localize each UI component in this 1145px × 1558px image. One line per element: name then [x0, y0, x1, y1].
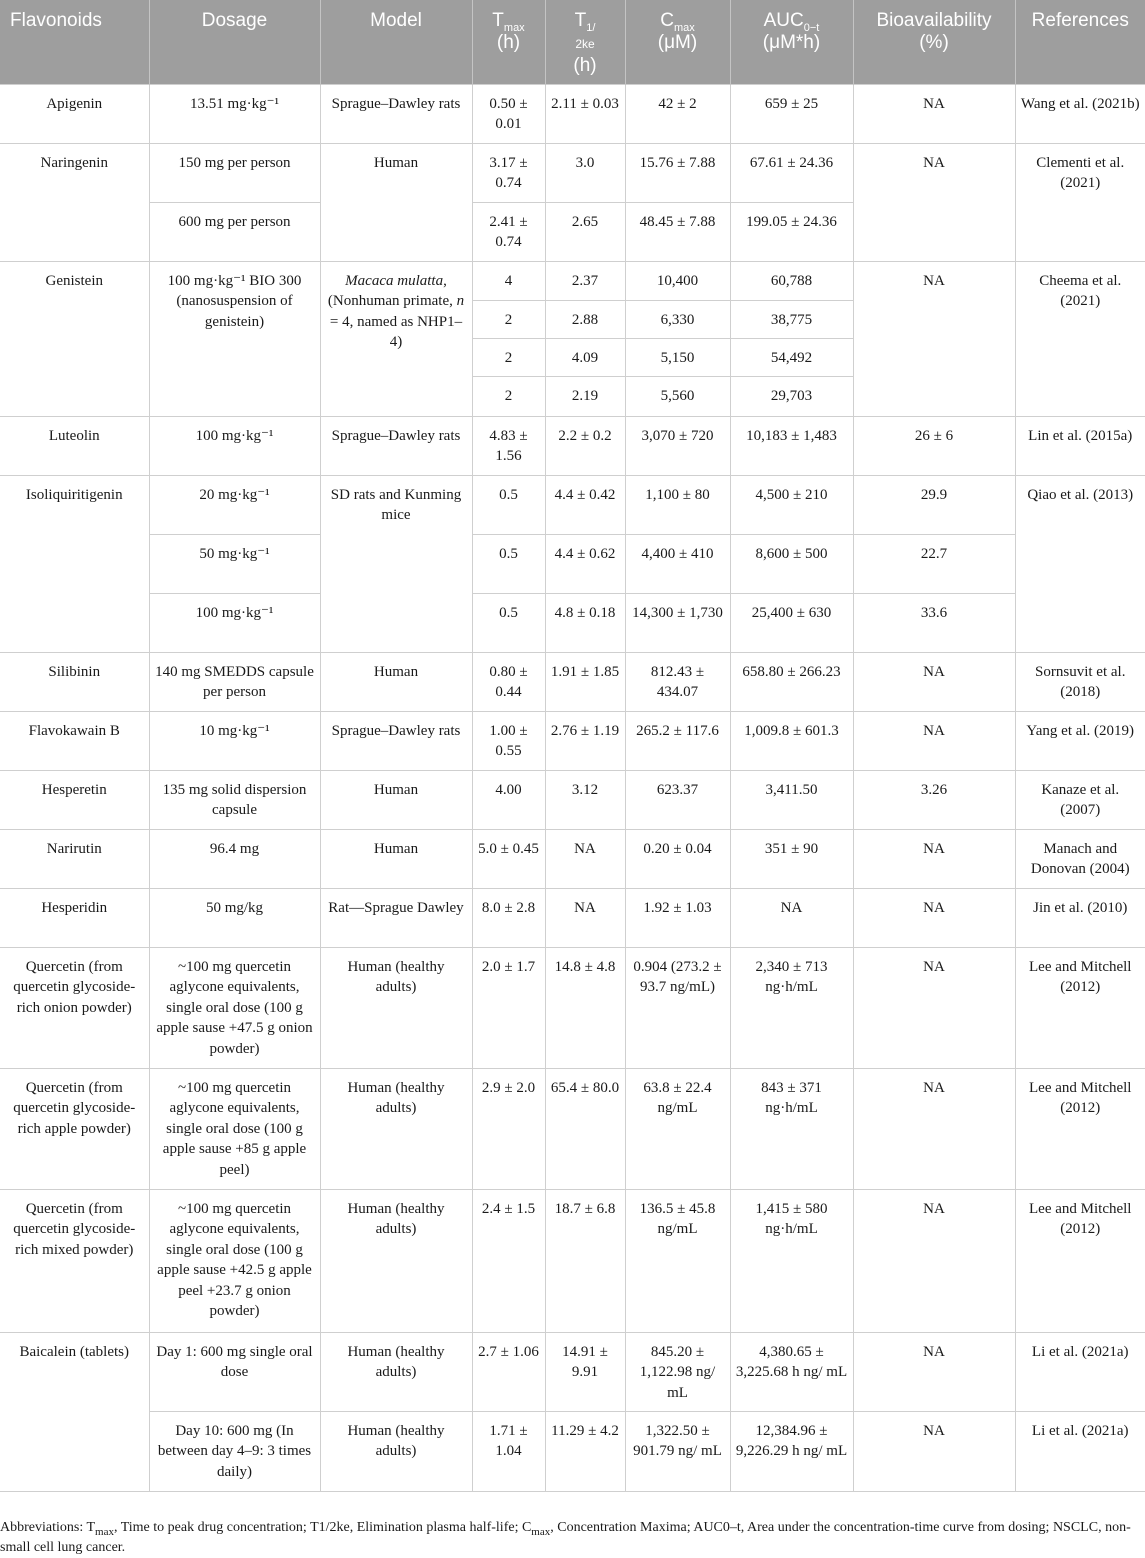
- cell-bioavailability: NA: [853, 652, 1015, 711]
- cell-thalf: 4.4 ± 0.62: [545, 534, 625, 593]
- cell-model: Sprague–Dawley rats: [320, 84, 472, 143]
- cell-dosage: Day 10: 600 mg (In between day 4–9: 3 times daily): [149, 1411, 320, 1491]
- cell-model: Human: [320, 829, 472, 888]
- cell-cmax: 15.76 ± 7.88: [625, 143, 730, 202]
- cell-dosage: 50 mg·kg⁻¹: [149, 534, 320, 593]
- table-row: [0, 1411, 1145, 1491]
- cell-reference: Lin et al. (2015a): [1015, 416, 1145, 475]
- table-row: [0, 84, 1145, 143]
- cell-model: Human: [320, 652, 472, 711]
- cell-cmax: 14,300 ± 1,730: [625, 593, 730, 652]
- cell-model: SD rats and Kunming mice: [320, 475, 472, 652]
- cell-bioavailability: 22.7: [853, 534, 1015, 593]
- cell-bioavailability: NA: [853, 829, 1015, 888]
- cell-reference: Wang et al. (2021b): [1015, 84, 1145, 143]
- cell-auc: 29,703: [730, 376, 853, 416]
- cell-dosage: 100 mg·kg⁻¹: [149, 593, 320, 652]
- cell-cmax: 10,400: [625, 261, 730, 300]
- cell-thalf: 18.7 ± 6.8: [545, 1189, 625, 1332]
- cell-auc: 3,411.50: [730, 770, 853, 829]
- cell-cmax: 1,322.50 ± 901.79 ng/ mL: [625, 1411, 730, 1491]
- cell-tmax: 2.0 ± 1.7: [472, 947, 545, 1068]
- cell-cmax: 6,330: [625, 300, 730, 338]
- cell-dosage: Day 1: 600 mg single oral dose: [149, 1332, 320, 1411]
- cell-model: Human (healthy adults): [320, 1068, 472, 1189]
- cell-auc: 659 ± 25: [730, 84, 853, 143]
- cell-reference: Lee and Mitchell (2012): [1015, 947, 1145, 1068]
- cell-flavonoid: Narirutin: [0, 829, 149, 888]
- cell-auc: 843 ± 371 ng·h/mL: [730, 1068, 853, 1189]
- cell-tmax: 1.00 ± 0.55: [472, 711, 545, 770]
- cell-model: Sprague–Dawley rats: [320, 711, 472, 770]
- cell-reference: Li et al. (2021a): [1015, 1332, 1145, 1411]
- cell-thalf: 3.12: [545, 770, 625, 829]
- header-auc: $AUC_{0-t}$ (μM*h): [730, 0, 853, 84]
- cell-thalf: 4.4 ± 0.42: [545, 475, 625, 534]
- cell-dosage: 150 mg per person: [149, 143, 320, 202]
- cell-auc: 2,340 ± 713 ng·h/mL: [730, 947, 853, 1068]
- cell-thalf: 14.91 ± 9.91: [545, 1332, 625, 1411]
- cell-tmax: 2: [472, 338, 545, 376]
- cell-dosage: 140 mg SMEDDS capsule per person: [149, 652, 320, 711]
- cell-dosage: ~100 mg quercetin aglycone equivalents, single oral dose (100 g apple sause +47.5 g onion powder): [149, 947, 320, 1068]
- cell-flavonoid: Naringenin: [0, 143, 149, 261]
- cell-dosage: 100 mg·kg⁻¹ BIO 300 (nanosuspension of genistein): [149, 261, 320, 416]
- cell-cmax: 812.43 ± 434.07: [625, 652, 730, 711]
- cell-flavonoid: Quercetin (from quercetin glycoside-rich onion powder): [0, 947, 149, 1068]
- table-row: [0, 143, 1145, 202]
- cell-cmax: 136.5 ± 45.8 ng/mL: [625, 1189, 730, 1332]
- cell-cmax: 4,400 ± 410: [625, 534, 730, 593]
- cell-flavonoid: Luteolin: [0, 416, 149, 475]
- cell-thalf: 2.37: [545, 261, 625, 300]
- cell-model: Sprague–Dawley rats: [320, 416, 472, 475]
- header-references: References: [1015, 0, 1145, 84]
- cell-model: Human (healthy adults): [320, 1189, 472, 1332]
- table-row: [0, 416, 1145, 475]
- cell-tmax: 3.17 ± 0.74: [472, 143, 545, 202]
- header-dosage: Dosage: [149, 0, 320, 84]
- table-row: [0, 888, 1145, 947]
- cell-model: Human (healthy adults): [320, 1411, 472, 1491]
- cell-cmax: 265.2 ± 117.6: [625, 711, 730, 770]
- cell-reference: Lee and Mitchell (2012): [1015, 1068, 1145, 1189]
- cell-bioavailability: NA: [853, 947, 1015, 1068]
- table-row: [0, 770, 1145, 829]
- cell-thalf: 3.0: [545, 143, 625, 202]
- cell-bioavailability: NA: [853, 1411, 1015, 1491]
- cell-thalf: 2.11 ± 0.03: [545, 84, 625, 143]
- table-row: [0, 261, 1145, 300]
- cell-thalf: NA: [545, 829, 625, 888]
- cell-auc: 351 ± 90: [730, 829, 853, 888]
- cell-tmax: 0.5: [472, 593, 545, 652]
- cell-tmax: 4: [472, 261, 545, 300]
- cell-model: Human (healthy adults): [320, 947, 472, 1068]
- header-cmax: $C_{max}$ (μM): [625, 0, 730, 84]
- cell-auc: 8,600 ± 500: [730, 534, 853, 593]
- table-row: [0, 652, 1145, 711]
- cell-model: Human: [320, 770, 472, 829]
- cell-cmax: 3,070 ± 720: [625, 416, 730, 475]
- cell-flavonoid: Baicalein (tablets): [0, 1332, 149, 1491]
- cell-bioavailability: NA: [853, 711, 1015, 770]
- cell-tmax: 8.0 ± 2.8: [472, 888, 545, 947]
- table-row: [0, 1068, 1145, 1189]
- cell-tmax: 0.5: [472, 475, 545, 534]
- cell-model: Macaca mulatta, (Nonhuman primate, n = 4, named as NHP1–4): [320, 261, 472, 416]
- table-row: [0, 475, 1145, 534]
- abbreviations-footnote: Abbreviations: $T_{max}$, Time to peak drug concentration; T1/2ke, Elimination plasma half-life; $C_{max}$, Concentration Maxima; AUC0–t, Area under the concentration-time curve from dosing; NSCLC, non-small cell lung cancer.: [0, 1520, 1131, 1555]
- cell-thalf: 65.4 ± 80.0: [545, 1068, 625, 1189]
- header-model: Model: [320, 0, 472, 84]
- cell-flavonoid: Quercetin (from quercetin glycoside-rich mixed powder): [0, 1189, 149, 1332]
- cell-flavonoid: Quercetin (from quercetin glycoside-rich apple powder): [0, 1068, 149, 1189]
- cell-auc: 4,380.65 ± 3,225.68 h ng/ mL: [730, 1332, 853, 1411]
- cell-reference: Yang et al. (2019): [1015, 711, 1145, 770]
- cell-flavonoid: Flavokawain B: [0, 711, 149, 770]
- cell-auc: 12,384.96 ± 9,226.29 h ng/ mL: [730, 1411, 853, 1491]
- cell-flavonoid: Apigenin: [0, 84, 149, 143]
- cell-auc: 25,400 ± 630: [730, 593, 853, 652]
- cell-bioavailability: NA: [853, 1189, 1015, 1332]
- cell-flavonoid: Genistein: [0, 261, 149, 416]
- cell-thalf: 2.19: [545, 376, 625, 416]
- cell-tmax: 4.00: [472, 770, 545, 829]
- cell-thalf: NA: [545, 888, 625, 947]
- cell-auc: NA: [730, 888, 853, 947]
- cell-bioavailability: NA: [853, 888, 1015, 947]
- cell-tmax: 0.50 ± 0.01: [472, 84, 545, 143]
- cell-model: Rat—Sprague Dawley: [320, 888, 472, 947]
- cell-tmax: 2: [472, 300, 545, 338]
- table-row: [0, 1332, 1145, 1411]
- cell-thalf: 14.8 ± 4.8: [545, 947, 625, 1068]
- cell-tmax: 1.71 ± 1.04: [472, 1411, 545, 1491]
- cell-cmax: 1,100 ± 80: [625, 475, 730, 534]
- cell-bioavailability: 33.6: [853, 593, 1015, 652]
- cell-auc: 54,492: [730, 338, 853, 376]
- cell-auc: 4,500 ± 210: [730, 475, 853, 534]
- cell-cmax: 0.20 ± 0.04: [625, 829, 730, 888]
- cell-dosage: 96.4 mg: [149, 829, 320, 888]
- cell-auc: 10,183 ± 1,483: [730, 416, 853, 475]
- cell-tmax: 2: [472, 376, 545, 416]
- cell-auc: 658.80 ± 266.23: [730, 652, 853, 711]
- cell-model: Human (healthy adults): [320, 1332, 472, 1411]
- cell-reference: Manach and Donovan (2004): [1015, 829, 1145, 888]
- cell-cmax: 1.92 ± 1.03: [625, 888, 730, 947]
- cell-thalf: 4.8 ± 0.18: [545, 593, 625, 652]
- cell-flavonoid: Hesperetin: [0, 770, 149, 829]
- cell-reference: Jin et al. (2010): [1015, 888, 1145, 947]
- header-tmax: $T_{max}$ (h): [472, 0, 545, 84]
- cell-cmax: 845.20 ± 1,122.98 ng/ mL: [625, 1332, 730, 1411]
- header-row: [0, 0, 1145, 84]
- cell-cmax: 48.45 ± 7.88: [625, 202, 730, 261]
- cell-tmax: 2.7 ± 1.06: [472, 1332, 545, 1411]
- cell-cmax: 42 ± 2: [625, 84, 730, 143]
- cell-dosage: 20 mg·kg⁻¹: [149, 475, 320, 534]
- cell-bioavailability: NA: [853, 261, 1015, 416]
- cell-tmax: 5.0 ± 0.45: [472, 829, 545, 888]
- cell-bioavailability: NA: [853, 84, 1015, 143]
- cell-thalf: 2.2 ± 0.2: [545, 416, 625, 475]
- cell-tmax: 2.9 ± 2.0: [472, 1068, 545, 1189]
- cell-thalf: 2.88: [545, 300, 625, 338]
- cell-tmax: 0.5: [472, 534, 545, 593]
- cell-reference: Qiao et al. (2013): [1015, 475, 1145, 652]
- cell-reference: Kanaze et al. (2007): [1015, 770, 1145, 829]
- cell-auc: 199.05 ± 24.36: [730, 202, 853, 261]
- cell-dosage: 100 mg·kg⁻¹: [149, 416, 320, 475]
- cell-dosage: 135 mg solid dispersion capsule: [149, 770, 320, 829]
- cell-thalf: 1.91 ± 1.85: [545, 652, 625, 711]
- cell-cmax: 5,560: [625, 376, 730, 416]
- table-row: [0, 593, 1145, 652]
- cell-bioavailability: NA: [853, 1332, 1015, 1411]
- cell-dosage: 50 mg/kg: [149, 888, 320, 947]
- cell-cmax: 63.8 ± 22.4 ng/mL: [625, 1068, 730, 1189]
- cell-dosage: 600 mg per person: [149, 202, 320, 261]
- cell-auc: 38,775: [730, 300, 853, 338]
- cell-tmax: 2.41 ± 0.74: [472, 202, 545, 261]
- cell-model: Human: [320, 143, 472, 261]
- cell-reference: Li et al. (2021a): [1015, 1411, 1145, 1491]
- cell-cmax: 623.37: [625, 770, 730, 829]
- cell-reference: Clementi et al. (2021): [1015, 143, 1145, 261]
- cell-flavonoid: Isoliquiritigenin: [0, 475, 149, 652]
- table-row: [0, 829, 1145, 888]
- cell-flavonoid: Hesperidin: [0, 888, 149, 947]
- cell-reference: Cheema et al. (2021): [1015, 261, 1145, 416]
- cell-bioavailability: NA: [853, 1068, 1015, 1189]
- cell-dosage: 13.51 mg·kg⁻¹: [149, 84, 320, 143]
- cell-thalf: 4.09: [545, 338, 625, 376]
- cell-thalf: 11.29 ± 4.2: [545, 1411, 625, 1491]
- cell-cmax: 0.904 (273.2 ± 93.7 ng/mL): [625, 947, 730, 1068]
- header-flavonoids: Flavonoids: [0, 0, 149, 84]
- cell-dosage: 10 mg·kg⁻¹: [149, 711, 320, 770]
- cell-dosage: ~100 mg quercetin aglycone equivalents, single oral dose (100 g apple sause +42.5 g apple peel +23.7 g onion powder): [149, 1189, 320, 1332]
- header-thalf: $T_{1/}$ 2ke (h): [545, 0, 625, 84]
- cell-auc: 1,009.8 ± 601.3: [730, 711, 853, 770]
- cell-tmax: 2.4 ± 1.5: [472, 1189, 545, 1332]
- cell-tmax: 0.80 ± 0.44: [472, 652, 545, 711]
- cell-cmax: 5,150: [625, 338, 730, 376]
- header-bioavailability: Bioavailability (%): [853, 0, 1015, 84]
- cell-auc: 67.61 ± 24.36: [730, 143, 853, 202]
- cell-bioavailability: 3.26: [853, 770, 1015, 829]
- cell-bioavailability: 26 ± 6: [853, 416, 1015, 475]
- table-row: [0, 947, 1145, 1068]
- cell-auc: 1,415 ± 580 ng·h/mL: [730, 1189, 853, 1332]
- cell-auc: 60,788: [730, 261, 853, 300]
- table-row: [0, 534, 1145, 593]
- cell-reference: Sornsuvit et al. (2018): [1015, 652, 1145, 711]
- cell-thalf: 2.65: [545, 202, 625, 261]
- cell-thalf: 2.76 ± 1.19: [545, 711, 625, 770]
- cell-tmax: 4.83 ± 1.56: [472, 416, 545, 475]
- table-row: [0, 711, 1145, 770]
- cell-reference: Lee and Mitchell (2012): [1015, 1189, 1145, 1332]
- cell-bioavailability: 29.9: [853, 475, 1015, 534]
- cell-bioavailability: NA: [853, 143, 1015, 261]
- table-row: [0, 1189, 1145, 1332]
- cell-dosage: ~100 mg quercetin aglycone equivalents, single oral dose (100 g apple sause +85 g apple peel): [149, 1068, 320, 1189]
- cell-flavonoid: Silibinin: [0, 652, 149, 711]
